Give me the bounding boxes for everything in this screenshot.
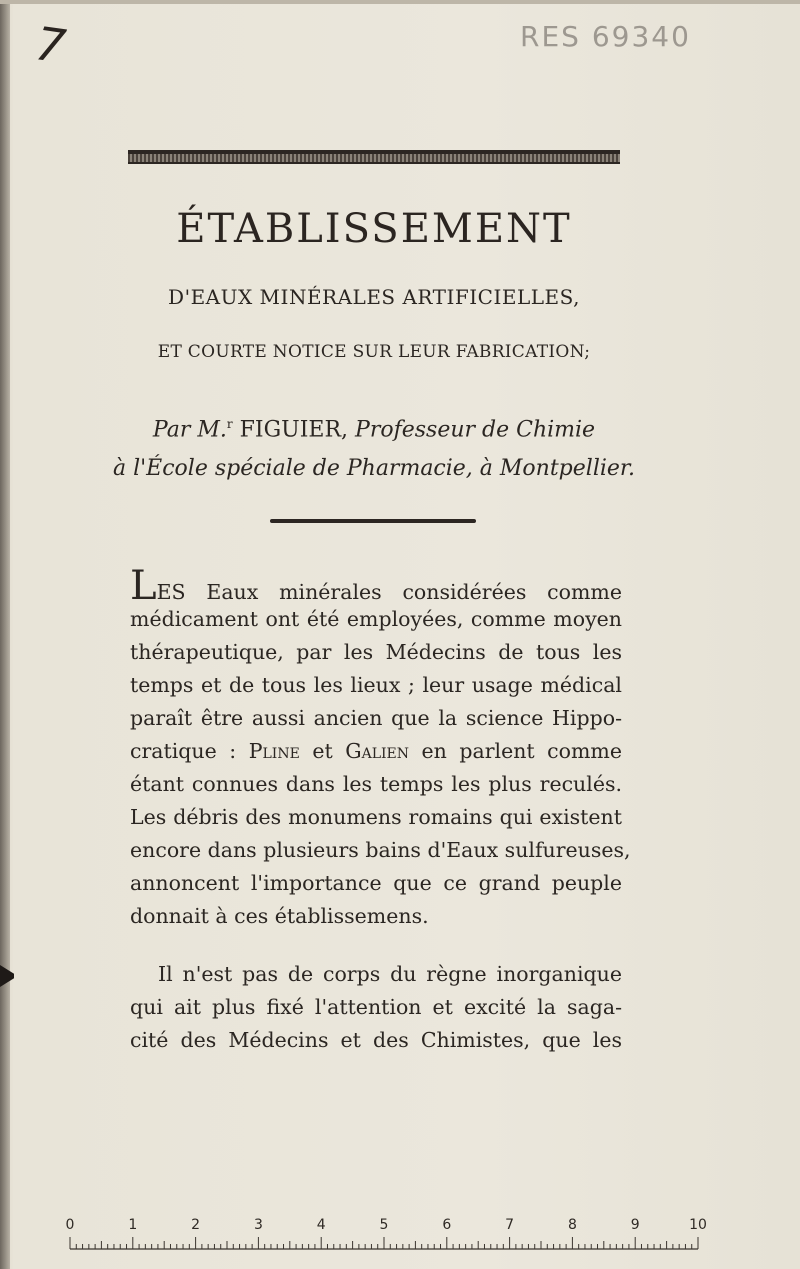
- paragraph-line: Les débris des monumens romains qui existent: [130, 805, 622, 829]
- ruler-label: 9: [630, 1217, 640, 1233]
- ruler-label: 5: [379, 1217, 389, 1233]
- paragraph-line: thérapeutique, par les Médecins de tous les: [130, 640, 622, 664]
- drop-cap: L: [130, 563, 157, 609]
- ruler-label: 10: [689, 1217, 707, 1233]
- paragraph-line: Il n'est pas de corps du règne inorganique: [158, 962, 622, 986]
- paragraph-1: [130, 563, 631, 933]
- ruler-label: 1: [128, 1217, 138, 1233]
- paragraph-line: donnait à ces établissemens.: [130, 904, 429, 928]
- measurement-ruler: [60, 1215, 710, 1255]
- name-galien: Galien: [345, 739, 409, 763]
- binding-edge: [0, 0, 10, 1269]
- ruler-label: 6: [442, 1217, 452, 1233]
- ruler-label: 0: [65, 1217, 75, 1233]
- paragraph-line: qui ait plus fixé l'attention et excité la saga-: [130, 995, 622, 1019]
- paragraph-2: [130, 958, 622, 1057]
- paragraph-line: annoncent l'importance que ce grand peuple: [130, 871, 622, 895]
- paragraph-line: paraît être aussi ancien que la science Hippo-: [130, 706, 622, 730]
- author-name: FIGUIER,: [239, 417, 349, 443]
- ruler-label: 3: [253, 1217, 263, 1233]
- section-divider: [270, 519, 476, 523]
- document-title: ÉTABLISSEMENT: [176, 206, 572, 252]
- document-subtitle: D'EAUX MINÉRALES ARTIFICIELLES,: [168, 285, 580, 309]
- ruler-label: 8: [567, 1217, 577, 1233]
- header-ornamental-rule: [128, 150, 620, 164]
- author-line: [0, 417, 748, 442]
- document-subtitle-secondary: ET COURTE NOTICE SUR LEUR FABRICATION;: [157, 342, 591, 362]
- author-by: Par M.: [152, 417, 227, 443]
- author-superscript: r: [226, 417, 233, 431]
- ruler-label: 2: [191, 1217, 201, 1233]
- handwritten-page-number: 7: [32, 16, 69, 74]
- page-top-edge: [0, 0, 800, 4]
- paragraph-line: LES Eaux minérales considérées comme: [130, 563, 622, 609]
- author-affiliation: à l'École spéciale de Pharmacie, à Montpellier.: [112, 456, 636, 481]
- ruler-label: 7: [505, 1217, 515, 1233]
- ruler-label: 4: [316, 1217, 326, 1233]
- paragraph-line: cité des Médecins et des Chimistes, que les: [130, 1028, 622, 1052]
- paragraph-line: temps et de tous les lieux ; leur usage médical: [130, 673, 622, 697]
- paragraph-line: cratique : Pline et Galien en parlent comme: [130, 739, 622, 763]
- paragraph-line: encore dans plusieurs bains d'Eaux sulfureuses,: [130, 838, 631, 862]
- library-stamp: RES 69340: [520, 20, 691, 53]
- author-role: Professeur de Chimie: [355, 417, 596, 443]
- paragraph-line: médicament ont été employées, comme moyen: [130, 607, 622, 631]
- name-pline: Pline: [248, 739, 300, 763]
- paragraph-line: étant connues dans les temps les plus reculés.: [130, 772, 622, 796]
